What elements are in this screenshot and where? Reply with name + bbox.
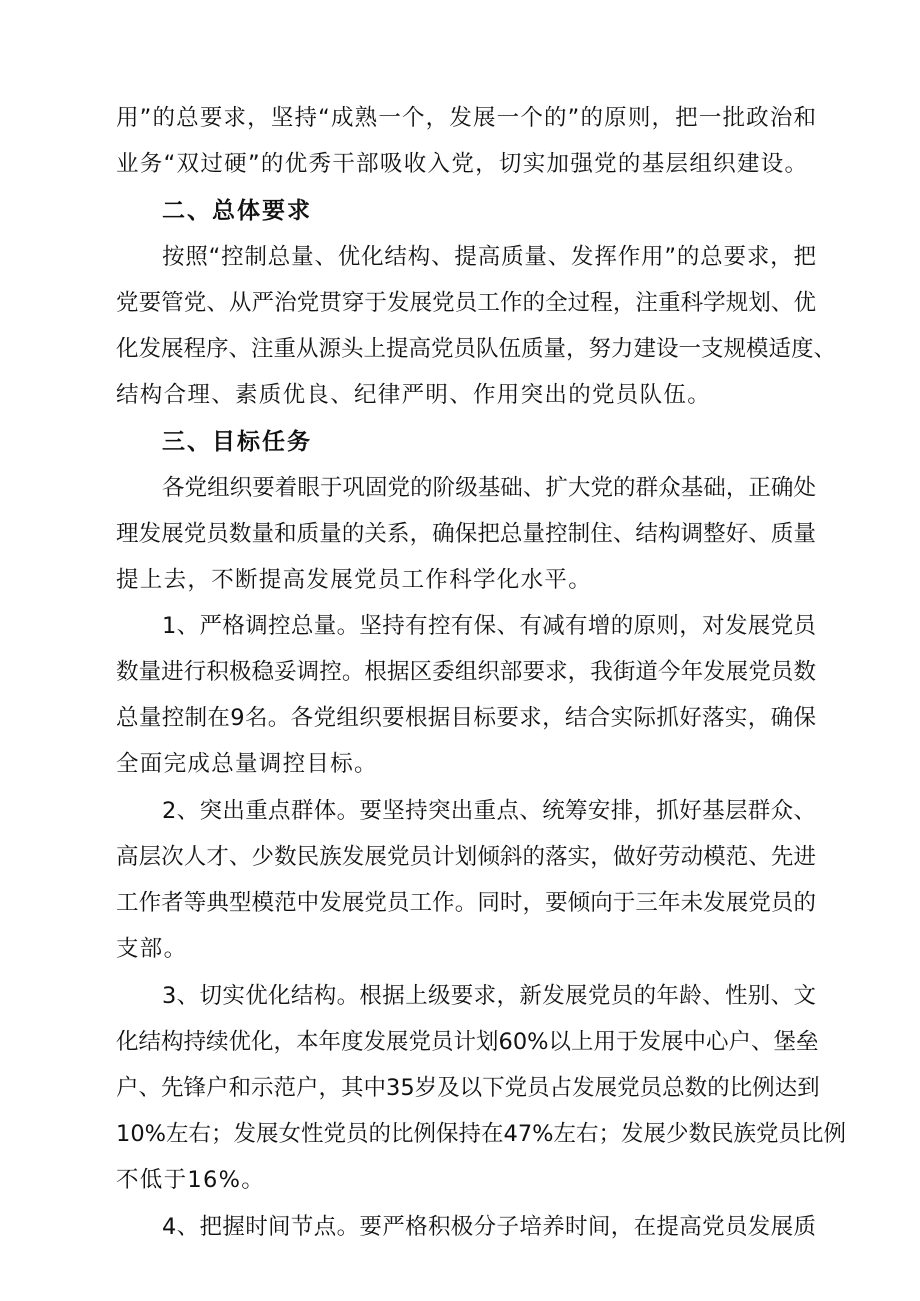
- list-item-line: 化结构持续优化，本年度发展党员计划60%以上用于发展中心户、堡垒: [116, 1029, 819, 1055]
- section-heading: 三、目标任务: [162, 429, 312, 455]
- paragraph-line: 理发展党员数量和质量的关系，确保把总量控制住、结构调整好、质量: [116, 521, 816, 547]
- list-item-line: 高层次人才、少数民族发展党员计划倾斜的落实，做好劳动模范、先进: [116, 844, 816, 870]
- list-item-line: 总量控制在9名。各党组织要根据目标要求，结合实际抓好落实，确保: [116, 705, 816, 731]
- list-item-line: 工作者等典型模范中发展党员工作。同时，要倾向于三年未发展党员的: [116, 890, 816, 916]
- paragraph-line: 按照“控制总量、优化结构、提高质量、发挥作用”的总要求，把: [162, 244, 816, 270]
- list-item-line: 3、切实优化结构。根据上级要求，新发展党员的年龄、性别、文: [162, 983, 816, 1009]
- list-item-line: 不低于16%。: [116, 1167, 266, 1193]
- list-item-line: 4、把握时间节点。要严格积极分子培养时间，在提高党员发展质: [162, 1214, 816, 1240]
- paragraph-line: 提上去，不断提高发展党员工作科学化水平。: [116, 567, 593, 593]
- paragraph-line: 化发展程序、注重从源头上提高党员队伍质量，努力建设一支规模适度、: [116, 336, 837, 362]
- paragraph-line: 党要管党、从严治党贯穿于发展党员工作的全过程，注重科学规划、优: [116, 290, 816, 316]
- list-item-line: 1、严格调控总量。坚持有控有保、有减有增的原则，对发展党员: [162, 613, 816, 639]
- list-item-line: 支部。: [116, 936, 188, 962]
- list-item-line: 数量进行积极稳妥调控。根据区委组织部要求，我街道今年发展党员数: [116, 659, 816, 685]
- list-item-line: 10%左右；发展女性党员的比例保持在47%左右；发展少数民族党员比例: [116, 1121, 847, 1147]
- paragraph-line: 各党组织要着眼于巩固党的阶级基础、扩大党的群众基础，正确处: [162, 475, 816, 501]
- list-item-line: 全面完成总量调控目标。: [116, 751, 378, 777]
- paragraph-line: 业务“双过硬”的优秀干部吸收入党，切实加强党的基层组织建设。: [116, 151, 809, 177]
- list-item-line: 户、先锋户和示范户，其中35岁及以下党员占发展党员总数的比例达到: [116, 1075, 820, 1101]
- paragraph-line: 用”的总要求，坚持“成熟一个，发展一个的”的原则，把一批政治和: [116, 105, 816, 131]
- paragraph-line: 结构合理、素质优良、纪律严明、作用突出的党员队伍。: [116, 382, 712, 408]
- section-heading: 二、总体要求: [162, 198, 312, 224]
- list-item-line: 2、突出重点群体。要坚持突出重点、统筹安排，抓好基层群众、: [162, 798, 816, 824]
